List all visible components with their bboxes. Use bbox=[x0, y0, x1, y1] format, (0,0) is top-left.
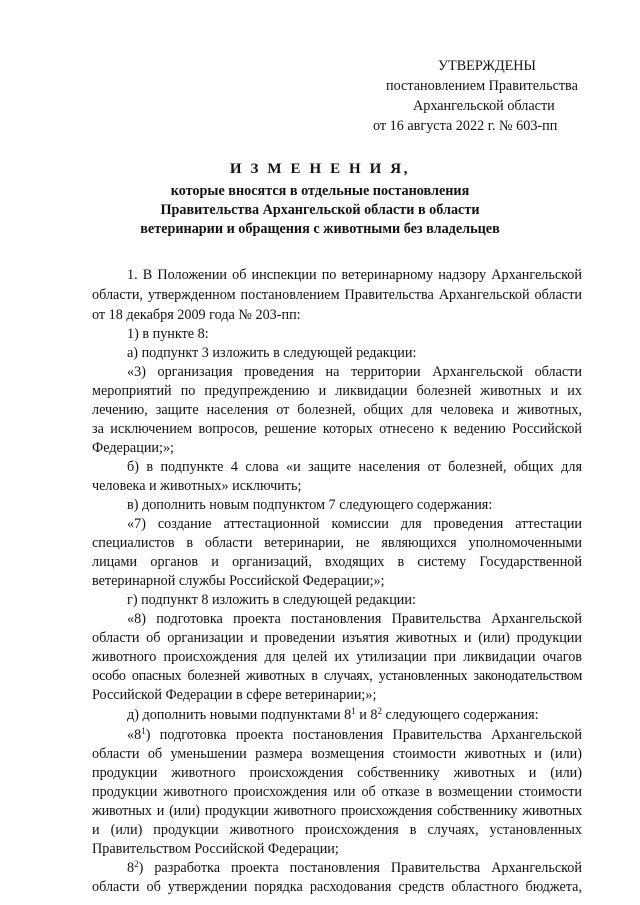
body-line: Федерации;»; bbox=[92, 440, 174, 456]
body-line: г) подпункт 8 изложить в следующей редакции: bbox=[127, 592, 416, 608]
body-line: лечению, защите населения от болезней, общих для человека и животных, bbox=[92, 402, 582, 418]
body-line: Правительством Российской Федерации; bbox=[92, 841, 339, 857]
body-line: Российской Федерации в сфере ветеринарии;»; bbox=[92, 687, 377, 703]
body-line: области об уменьшении размера возмещения стоимости животных и (или) bbox=[92, 746, 582, 762]
body-line: в) дополнить новым подпунктом 7 следующего содержания: bbox=[127, 497, 493, 513]
body-line-81: «$8^1$) подготовка проекта постановления Правительства Архангельской bbox=[127, 726, 582, 743]
body-line: «7) создание аттестационной комиссии для проведения аттестации bbox=[127, 516, 582, 532]
body-line: продукции животного происхождения или об отказе в возмещении стоимости bbox=[92, 784, 582, 800]
body-line: б) в подпункте 4 слова «и защите населения от болезней, общих для bbox=[127, 459, 582, 475]
document-title: И З М Е Н Е Н И Я, bbox=[229, 161, 411, 177]
approval-stamp-title: УТВЕРЖДЕНЫ bbox=[438, 58, 536, 74]
body-line: мероприятий по предупреждению и ликвидации болезней животных и их bbox=[92, 383, 582, 399]
body-line: «8) подготовка проекта постановления Правительства Архангельской bbox=[127, 611, 582, 627]
body-line: ветеринарной службы Российской Федерации;»; bbox=[92, 573, 385, 589]
body-line: области об утверждении порядка расходования средств областного бюджета, bbox=[92, 879, 582, 895]
document-subtitle-1: которые вносятся в отдельные постановления bbox=[170, 183, 470, 199]
body-line: «3) организация проведения на территории Архангельской области bbox=[127, 364, 582, 380]
body-line: 1) в пункте 8: bbox=[127, 326, 209, 342]
body-line: за исключением вопросов, решение которых отнесено к ведению Российской bbox=[92, 421, 582, 437]
body-line: 1. В Положении об инспекции по ветеринарному надзору Архангельской bbox=[127, 267, 582, 283]
body-line-82: $8^2$) разработка проекта постановления Правительства Архангельской bbox=[127, 859, 582, 876]
body-line-subitems: д) дополнить новыми подпунктами $8^1$ и $8^2$ следующего содержания: bbox=[127, 706, 539, 723]
body-line: животных и (или) продукции животного происхождения собственнику животных bbox=[92, 803, 582, 819]
document-subtitle-2: Правительства Архангельской области в области bbox=[160, 202, 480, 218]
body-line: человека и животных» исключить; bbox=[92, 478, 302, 494]
body-line: специалистов в области ветеринарии, не являющихся уполномоченными bbox=[92, 535, 582, 551]
approval-line-3: от 16 августа 2022 г. № 603-пп bbox=[373, 118, 558, 134]
approval-line-2: Архангельской области bbox=[413, 98, 555, 114]
body-line: лицами органов и организаций, входящих в систему Государственной bbox=[92, 554, 582, 570]
body-line: и (или) продукции животного происхождения в случаях, установленных bbox=[92, 822, 582, 838]
body-line: а) подпункт 3 изложить в следующей редакции: bbox=[127, 345, 417, 361]
body-line: животного происхождения для целей их утилизации при ликвидации очагов bbox=[92, 649, 582, 665]
approval-line-1: постановлением Правительства bbox=[386, 78, 578, 94]
body-line: продукции животного происхождения собственнику животных и (или) bbox=[92, 765, 582, 781]
document-subtitle-3: ветеринарии и обращения с животными без владельцев bbox=[140, 221, 500, 237]
body-line: области об организации и проведении изъятия животных и (или) продукции bbox=[92, 630, 582, 646]
body-line: области, утвержденном постановлением Правительства Архангельской области bbox=[92, 287, 582, 303]
body-line: особо опасных болезней животных в случаях, установленных законодательством bbox=[92, 668, 582, 684]
body-line: от 18 декабря 2009 года № 203-пп: bbox=[92, 307, 301, 323]
